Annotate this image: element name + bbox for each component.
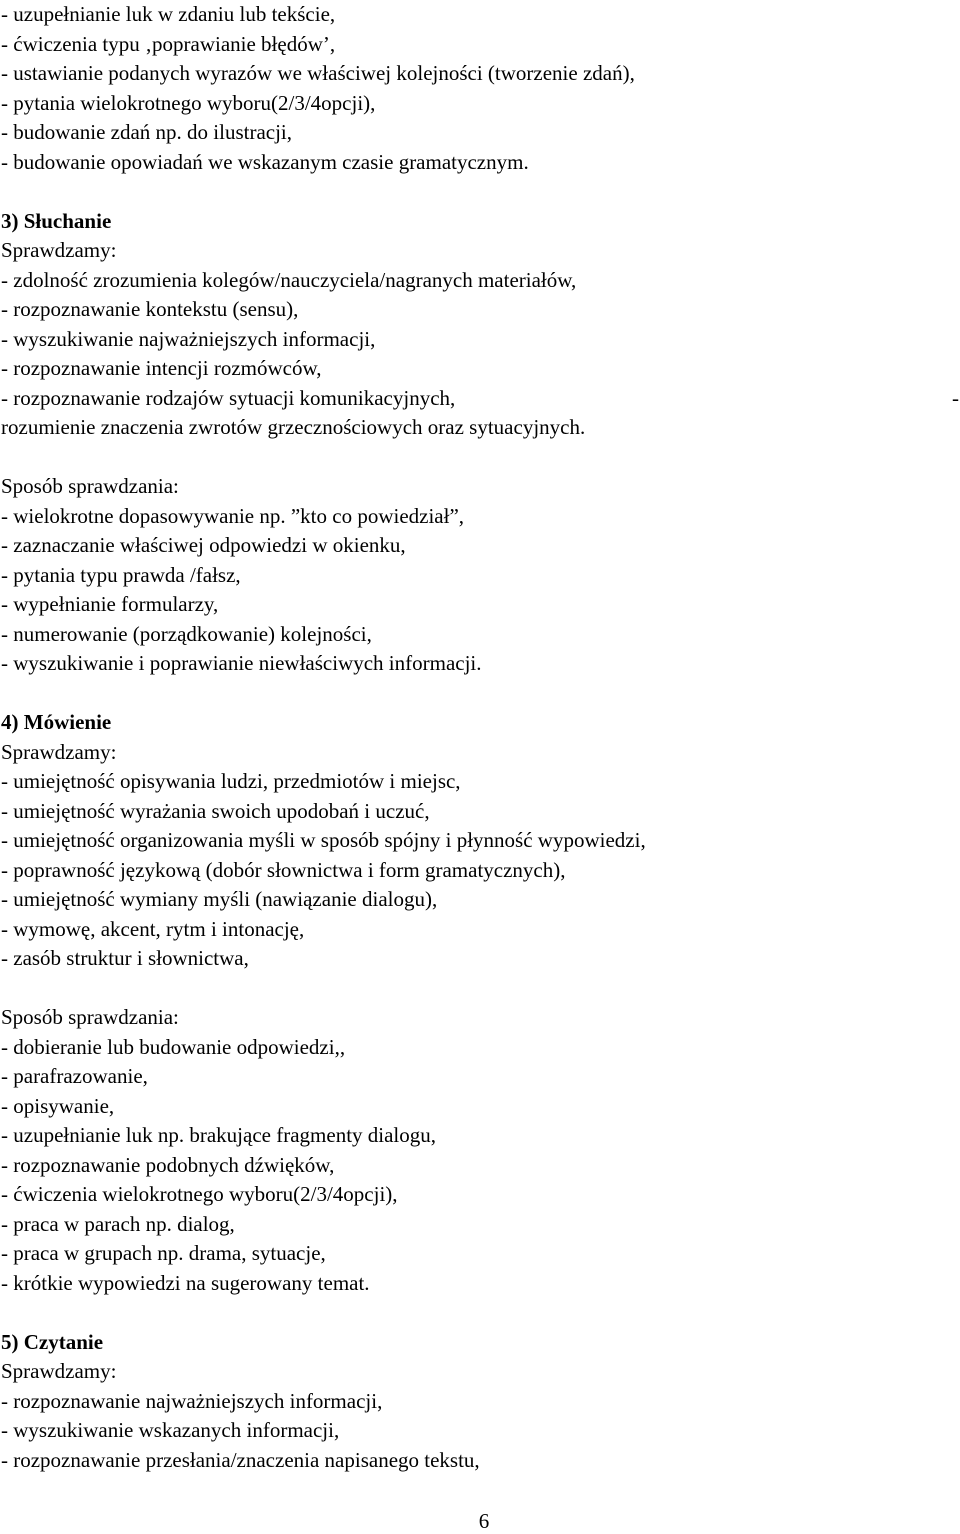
list-item: - umiejętność organizowania myśli w sposób spójny i płynność wypowiedzi,: [1, 828, 646, 852]
list-item: - zasób struktur i słownictwa,: [1, 946, 249, 970]
list-item: - wielokrotne dopasowywanie np. ”kto co powiedział”,: [1, 503, 465, 528]
section-reading: [0, 1328, 960, 1476]
list-item: - zdolność zrozumienia kolegów/nauczyciela/nagranych materiałów,: [1, 267, 577, 292]
spacer: [0, 974, 960, 1004]
method-label: Sposób sprawdzania:: [1, 474, 179, 498]
list-item: - praca w parach np. dialog,: [1, 1211, 235, 1236]
list-item: rozumienie znaczenia zwrotów grzecznościowych oraz sytuacyjnych.: [1, 415, 586, 439]
list-item: [0, 384, 959, 414]
list-item: - wymowę, akcent, rytm i intonację,: [1, 916, 305, 941]
check-label: Sprawdzamy:: [1, 1359, 117, 1383]
list-item: - wyszukiwanie najważniejszych informacji,: [1, 326, 376, 351]
list-item: - rozpoznawanie najważniejszych informacji,: [1, 1388, 383, 1413]
method-label: Sposób sprawdzania:: [1, 1005, 179, 1029]
section-heading: 3) Słuchanie: [1, 208, 112, 233]
check-label: Sprawdzamy:: [1, 238, 117, 262]
spacer: [0, 443, 960, 473]
spacer: [0, 1298, 960, 1328]
check-label: Sprawdzamy:: [1, 739, 117, 764]
section-listening: [0, 207, 960, 679]
list-item: - praca w grupach np. drama, sytuacje,: [1, 1241, 326, 1265]
list-item: - krótkie wypowiedzi na sugerowany temat.: [1, 1270, 370, 1295]
section-heading: 4) Mówienie: [1, 710, 112, 734]
list-item: - pytania typu prawda /fałsz,: [1, 562, 241, 587]
page-number: 6: [478, 1509, 490, 1533]
list-item: - uzupełnianie luk w zdaniu lub tekście,: [1, 2, 336, 26]
list-item: - zaznaczanie właściwej odpowiedzi w okienku,: [1, 533, 406, 557]
list-item: - wyszukiwanie wskazanych informacji,: [1, 1418, 340, 1442]
list-item: - ustawianie podanych wyrazów we właściwej kolejności (tworzenie zdań),: [1, 61, 635, 85]
list-item: - opisywanie,: [1, 1093, 115, 1118]
list-item: - dobieranie lub budowanie odpowiedzi,,: [1, 1034, 346, 1059]
trailing-dash: -: [952, 385, 959, 410]
list-item: - umiejętność wyrażania swoich upodobań i uczuć,: [1, 798, 430, 823]
list-item: - rozpoznawanie intencji rozmówców,: [1, 356, 322, 380]
spacer: [0, 679, 960, 709]
list-item: - wyszukiwanie i poprawianie niewłaściwych informacji.: [1, 651, 482, 675]
list-item: - budowanie opowiadań we wskazanym czasie gramatycznym.: [1, 149, 529, 174]
list-item: - ćwiczenia wielokrotnego wyboru(2/3/4opcji),: [1, 1182, 398, 1206]
list-item: - umiejętność wymiany myśli (nawiązanie dialogu),: [1, 887, 438, 911]
list-item: - rozpoznawanie przesłania/znaczenia napisanego tekstu,: [1, 1447, 480, 1472]
list-item: - rozpoznawanie kontekstu (sensu),: [1, 297, 299, 321]
list-item: - pytania wielokrotnego wyboru(2/3/4opcji),: [1, 90, 376, 115]
list-item: - uzupełnianie luk np. brakujące fragmenty dialogu,: [1, 1123, 437, 1147]
list-item: - ćwiczenia typu ‚poprawianie błędów’,: [1, 31, 336, 56]
list-item: - rozpoznawanie podobnych dźwięków,: [1, 1152, 335, 1177]
section-heading: 5) Czytanie: [1, 1329, 104, 1354]
list-item: - umiejętność opisywania ludzi, przedmiotów i miejsc,: [1, 769, 461, 793]
list-item: - parafrazowanie,: [1, 1064, 148, 1088]
list-item: - budowanie zdań np. do ilustracji,: [1, 120, 293, 144]
spacer: [0, 177, 960, 207]
list-item: - wypełnianie formularzy,: [1, 592, 219, 616]
list-item-text: - rozpoznawanie rodzajów sytuacji komunikacyjnych,: [1, 385, 456, 410]
section-speaking: [0, 708, 960, 1298]
list-item: - poprawność językową (dobór słownictwa i form gramatycznych),: [1, 857, 566, 882]
intro-list: [0, 0, 960, 177]
list-item: - numerowanie (porządkowanie) kolejności,: [1, 621, 372, 646]
